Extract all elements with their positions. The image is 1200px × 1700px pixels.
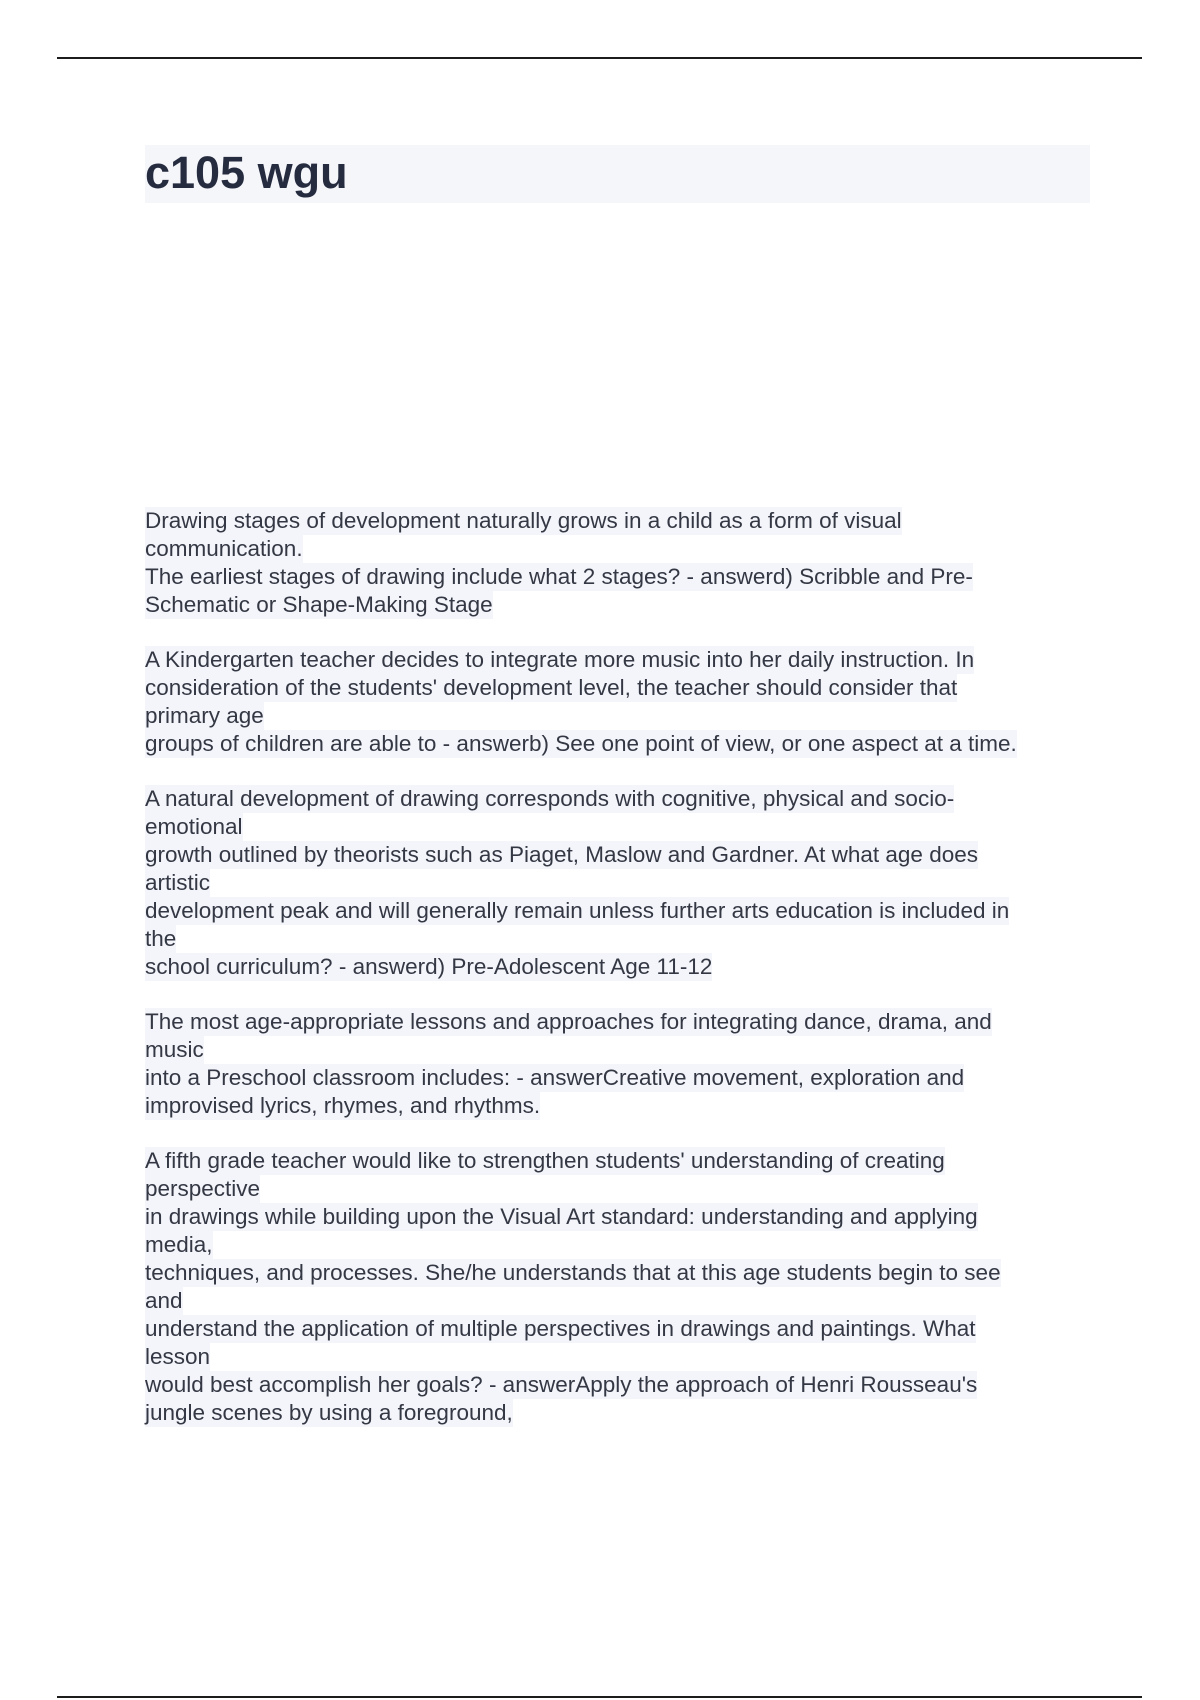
qa-item-3 [145,785,1095,981]
qa-item-1 [145,507,1095,619]
text-line: The earliest stages of drawing include what 2 stages? - answerd) Scribble and Pre- [145,564,973,589]
text-line: groups of children are able to - answerb) See one point of view, or one aspect at a time. [145,731,1017,756]
text-line: perspective [145,1176,261,1201]
text-line: A natural development of drawing corresponds with cognitive, physical and socio- [145,786,955,811]
qa-item-4 [145,1008,1095,1120]
text-line: communication. [145,536,303,561]
text-line: Schematic or Shape-Making Stage [145,592,493,617]
text-line: would best accomplish her goals? - answerApply the approach of Henri Rousseau's [145,1372,978,1397]
text-line: The most age-appropriate lessons and approaches for integrating dance, drama, and [145,1009,992,1034]
qa-content [145,507,1095,1454]
text-line: school curriculum? - answerd) Pre-Adolescent Age 11-12 [145,954,713,979]
text-line: techniques, and processes. She/he understands that at this age students begin to see [145,1260,1001,1285]
text-line: primary age [145,703,264,728]
text-line: lesson [145,1344,211,1369]
text-line: improvised lyrics, rhymes, and rhythms. [145,1093,541,1118]
text-line: in drawings while building upon the Visual Art standard: understanding and applying [145,1204,978,1229]
bottom-rule [57,1696,1142,1698]
qa-item-5 [145,1147,1095,1427]
text-line: growth outlined by theorists such as Piaget, Maslow and Gardner. At what age does [145,842,978,867]
text-line: understand the application of multiple perspectives in drawings and paintings. What [145,1316,976,1341]
text-line: into a Preschool classroom includes: - answerCreative movement, exploration and [145,1065,965,1090]
document-title: c105 wgu [145,147,348,198]
text-line: music [145,1037,204,1062]
text-line: development peak and will generally remain unless further arts education is included in [145,898,1010,923]
text-line: artistic [145,870,211,895]
text-line: jungle scenes by using a foreground, [145,1400,513,1425]
text-line: consideration of the students' development level, the teacher should consider that [145,675,958,700]
qa-item-2 [145,646,1095,758]
text-line: A Kindergarten teacher decides to integrate more music into her daily instruction. In [145,647,975,672]
text-line: emotional [145,814,243,839]
text-line: and [145,1288,183,1313]
text-line: Drawing stages of development naturally grows in a child as a form of visual [145,508,902,533]
text-line: A fifth grade teacher would like to strengthen students' understanding of creating [145,1148,945,1173]
text-line: the [145,926,177,951]
top-rule [57,57,1142,59]
text-line: media, [145,1232,213,1257]
